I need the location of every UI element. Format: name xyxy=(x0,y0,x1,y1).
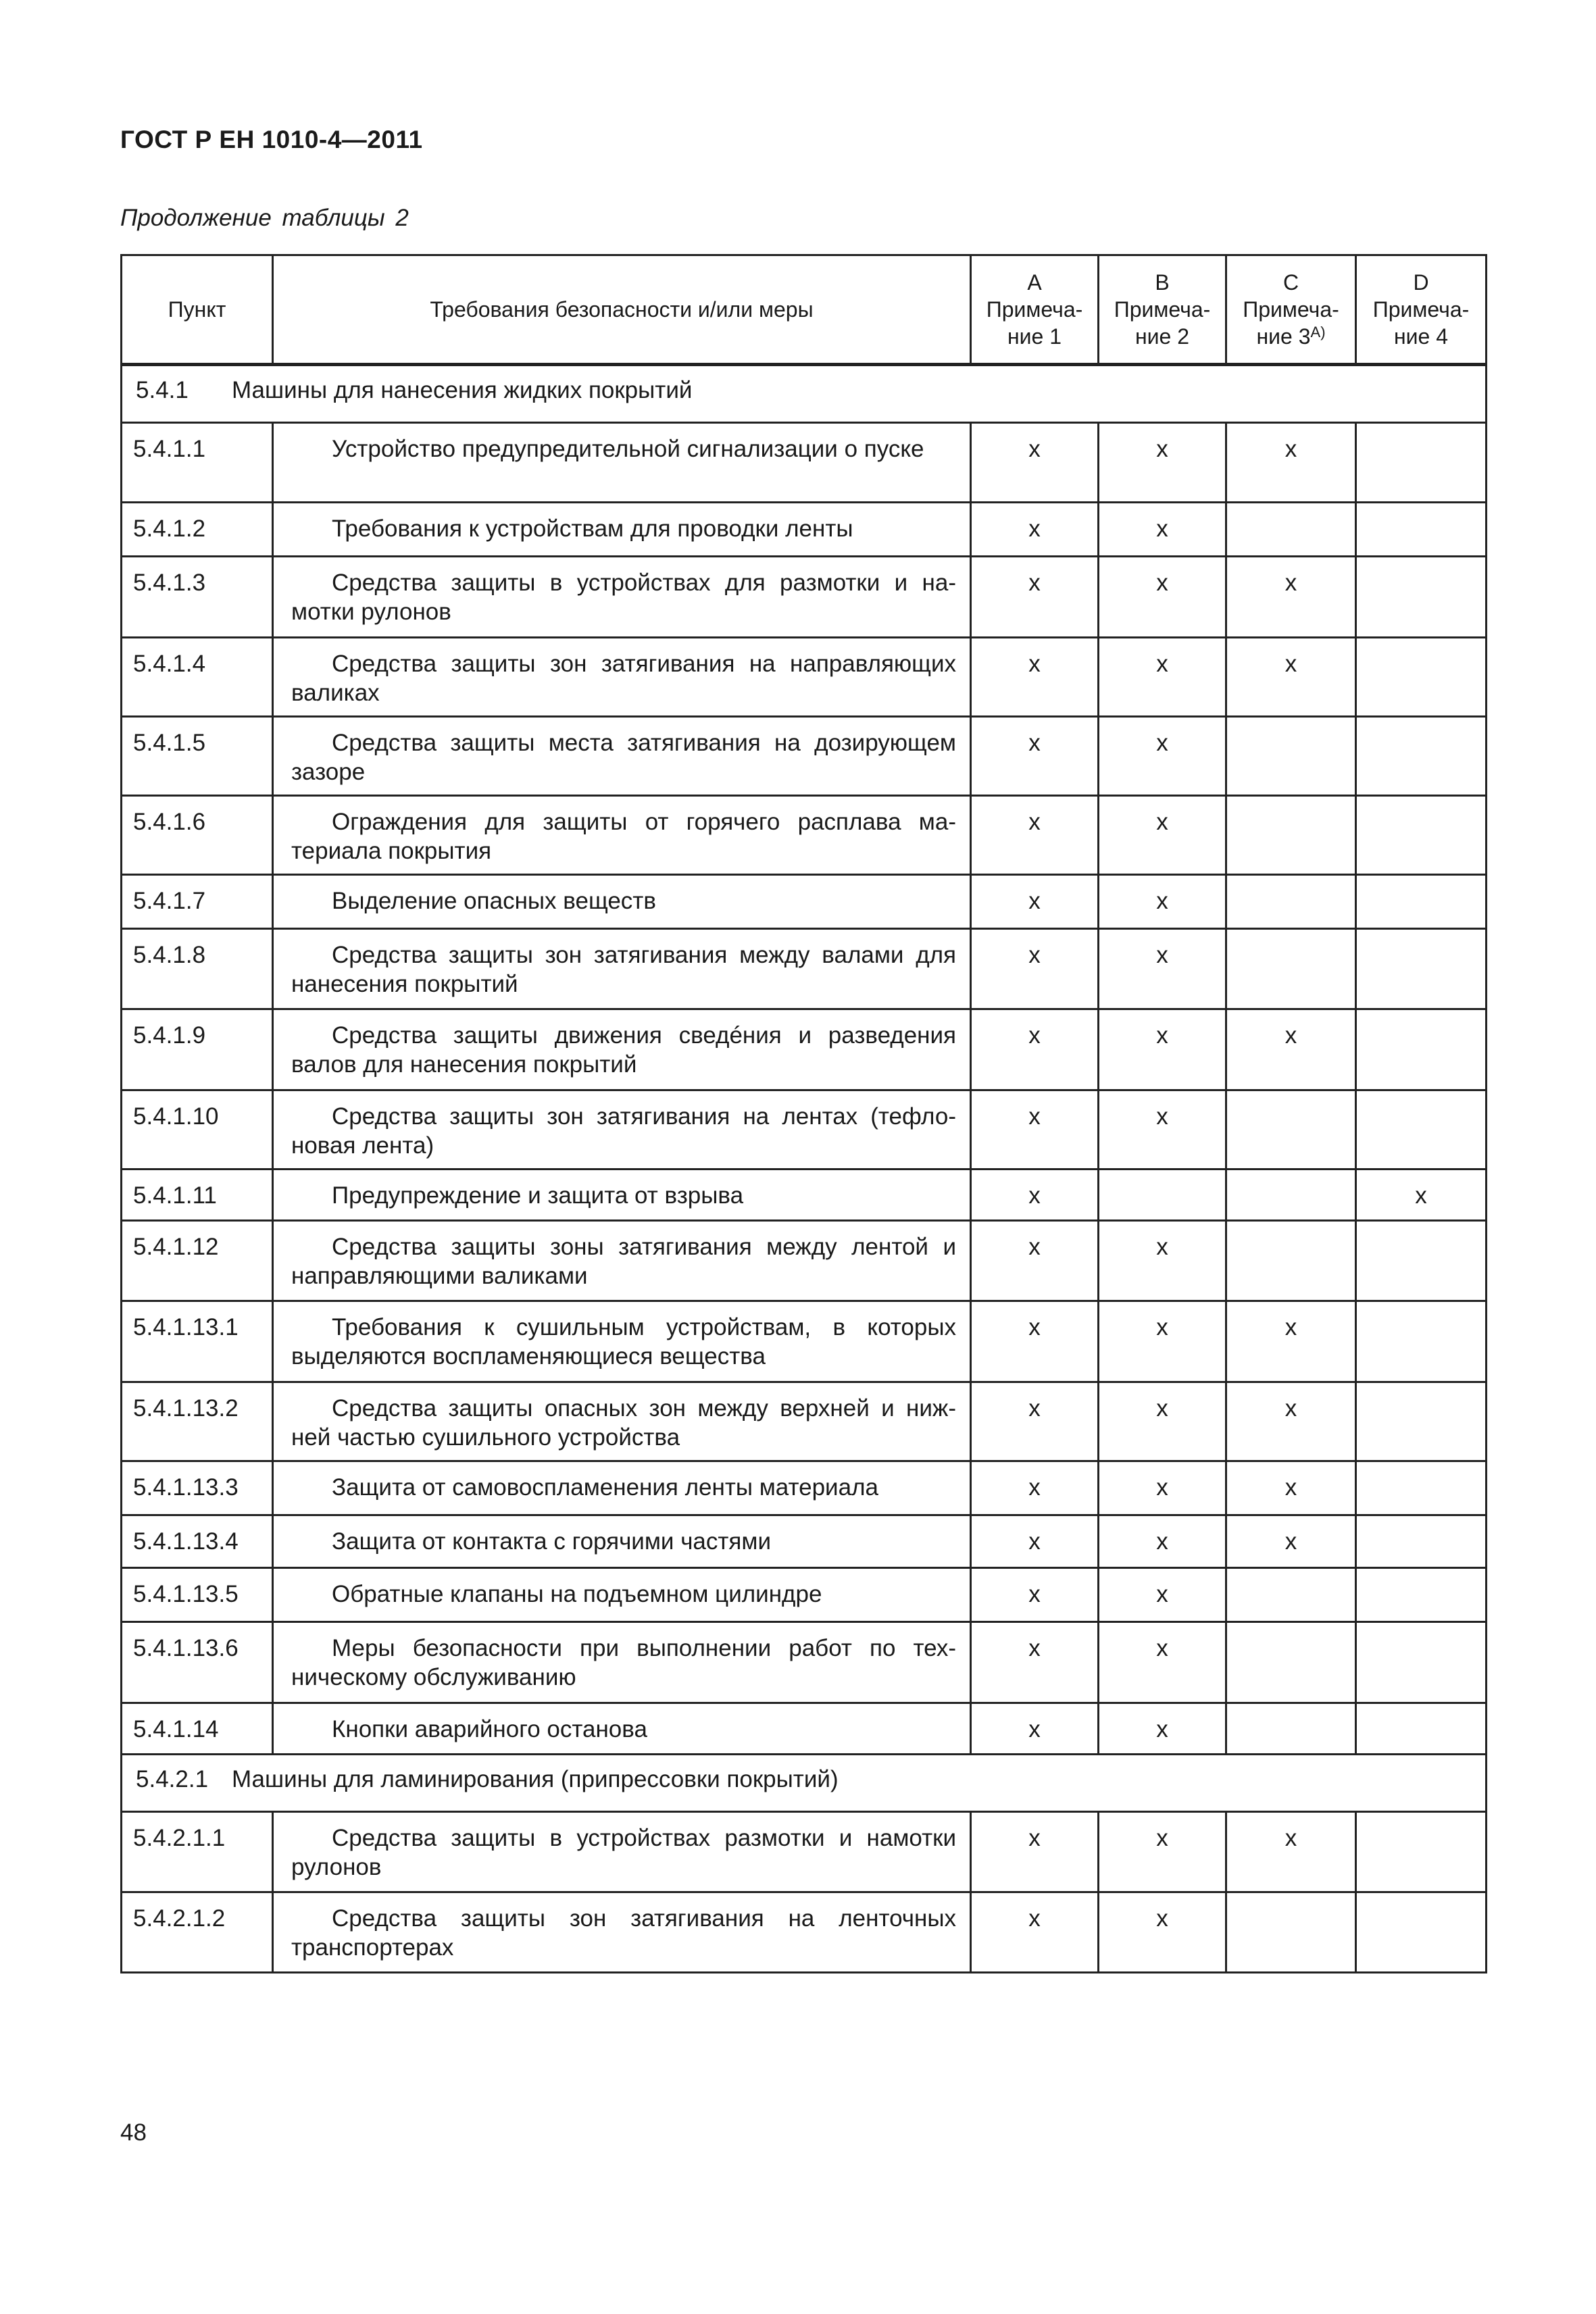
table-row xyxy=(122,929,1487,1009)
requirement-text: Требования к сушильным устройствам, в которых выделяются воспламеняющиеся вещества xyxy=(291,1314,956,1369)
column-d-letter: D xyxy=(1413,270,1429,295)
requirement-cell xyxy=(273,1090,971,1169)
requirement-cell xyxy=(273,503,971,557)
mark-cell-d xyxy=(1356,638,1487,717)
mark-cell-d xyxy=(1356,1009,1487,1090)
column-c-line2: ние 3 xyxy=(1256,324,1311,349)
column-a-line2: ние 1 xyxy=(1007,324,1062,349)
mark-cell-d xyxy=(1356,1568,1487,1622)
table-row xyxy=(122,1009,1487,1090)
mark-cell-b: x xyxy=(1099,875,1226,929)
table-row xyxy=(122,423,1487,503)
mark-cell-b: x xyxy=(1099,557,1226,638)
mark-cell-c: x xyxy=(1226,1301,1356,1382)
mark-cell-c xyxy=(1226,717,1356,796)
column-d-line1: Примеча- xyxy=(1372,297,1470,322)
mark-cell-b: x xyxy=(1099,1812,1226,1892)
requirement-text: Средства защиты зон затягивания между валами для нанесения покрытий xyxy=(291,942,956,997)
mark-cell-c xyxy=(1226,1622,1356,1703)
punkt-cell: 5.4.1.6 xyxy=(122,796,273,875)
column-b-line2: ние 2 xyxy=(1134,324,1190,349)
table-row xyxy=(122,717,1487,796)
mark-cell-d xyxy=(1356,423,1487,503)
punkt-cell: 5.4.1.13.2 xyxy=(122,1382,273,1461)
mark-cell-d xyxy=(1356,929,1487,1009)
requirement-cell xyxy=(273,1892,971,1973)
mark-cell-d xyxy=(1356,1703,1487,1755)
mark-cell-d xyxy=(1356,1090,1487,1169)
mark-cell-c: x xyxy=(1226,423,1356,503)
mark-cell-a: x xyxy=(971,1169,1099,1221)
mark-cell-b: x xyxy=(1099,1568,1226,1622)
mark-cell-a: x xyxy=(971,875,1099,929)
requirement-text: Защита от самовоспламенения ленты материала xyxy=(332,1474,878,1501)
punkt-cell: 5.4.1.12 xyxy=(122,1221,273,1301)
requirement-cell xyxy=(273,796,971,875)
punkt-cell: 5.4.1.4 xyxy=(122,638,273,717)
mark-cell-d xyxy=(1356,875,1487,929)
mark-cell-c: x xyxy=(1226,1812,1356,1892)
requirement-cell xyxy=(273,1382,971,1461)
punkt-cell: 5.4.1.9 xyxy=(122,1009,273,1090)
requirement-cell xyxy=(273,1515,971,1568)
punkt-cell: 5.4.1.7 xyxy=(122,875,273,929)
mark-cell-b: x xyxy=(1099,638,1226,717)
mark-cell-d xyxy=(1356,1622,1487,1703)
requirement-text: Устройство предупредительной сигнализации о пуске xyxy=(332,436,924,462)
mark-cell-c: x xyxy=(1226,638,1356,717)
table-caption: Продолжение таблицы 2 xyxy=(120,205,409,231)
requirement-text: Средства защиты в устройствах размотки и намотки рулонов xyxy=(291,1825,956,1880)
punkt-cell: 5.4.2.1.2 xyxy=(122,1892,273,1973)
requirement-text: Защита от контакта с горячими частями xyxy=(332,1528,771,1555)
column-c-line1: Примеча- xyxy=(1243,297,1339,322)
requirement-text: Средства защиты зон затягивания на ленточных транспортерах xyxy=(291,1905,956,1961)
requirement-cell xyxy=(273,1221,971,1301)
column-b-letter: B xyxy=(1155,270,1170,295)
mark-cell-c: x xyxy=(1226,1461,1356,1515)
table-row xyxy=(122,1515,1487,1568)
table-row xyxy=(122,1622,1487,1703)
section-number: 5.4.1 xyxy=(136,377,189,403)
column-header-punkt: Пункт xyxy=(122,255,273,365)
mark-cell-a: x xyxy=(971,1382,1099,1461)
mark-cell-b: x xyxy=(1099,1622,1226,1703)
mark-cell-c xyxy=(1226,1703,1356,1755)
table-row xyxy=(122,1461,1487,1515)
requirement-text: Средства защиты зон затягивания на направляющих валиках xyxy=(291,651,956,706)
requirement-text: Требования к устройствам для проводки ленты xyxy=(332,515,853,542)
table-row xyxy=(122,1892,1487,1973)
mark-cell-a: x xyxy=(971,423,1099,503)
mark-cell-a: x xyxy=(971,1221,1099,1301)
mark-cell-a: x xyxy=(971,1461,1099,1515)
mark-cell-a: x xyxy=(971,1892,1099,1973)
column-header-a xyxy=(971,255,1099,365)
requirement-text: Средства защиты зоны затягивания между лентой и направляющими валиками xyxy=(291,1234,956,1289)
mark-cell-c: x xyxy=(1226,557,1356,638)
requirement-cell xyxy=(273,423,971,503)
mark-cell-c xyxy=(1226,1221,1356,1301)
requirement-text: Обратные клапаны на подъемном цилиндре xyxy=(332,1581,822,1607)
table-row xyxy=(122,557,1487,638)
mark-cell-c xyxy=(1226,1892,1356,1973)
requirements-table xyxy=(120,254,1487,1973)
punkt-cell: 5.4.1.13.6 xyxy=(122,1622,273,1703)
mark-cell-b: x xyxy=(1099,717,1226,796)
table-row xyxy=(122,1221,1487,1301)
requirement-cell xyxy=(273,1568,971,1622)
column-d-line2: ние 4 xyxy=(1393,324,1449,349)
mark-cell-b: x xyxy=(1099,423,1226,503)
table-header xyxy=(122,255,1487,365)
mark-cell-b xyxy=(1099,1169,1226,1221)
column-b-line1: Примеча- xyxy=(1114,297,1211,322)
section-heading-cell xyxy=(122,365,1487,423)
mark-cell-b: x xyxy=(1099,1301,1226,1382)
header-row xyxy=(122,255,1487,365)
mark-cell-a: x xyxy=(971,1703,1099,1755)
requirement-cell xyxy=(273,875,971,929)
punkt-cell: 5.4.2.1.1 xyxy=(122,1812,273,1892)
column-header-c xyxy=(1226,255,1356,365)
mark-cell-b: x xyxy=(1099,929,1226,1009)
mark-cell-d xyxy=(1356,1382,1487,1461)
table-row xyxy=(122,796,1487,875)
mark-cell-b: x xyxy=(1099,1461,1226,1515)
mark-cell-d xyxy=(1356,1515,1487,1568)
table-row xyxy=(122,1812,1487,1892)
column-header-b xyxy=(1099,255,1226,365)
mark-cell-d xyxy=(1356,1301,1487,1382)
mark-cell-a: x xyxy=(971,717,1099,796)
punkt-cell: 5.4.1.2 xyxy=(122,503,273,557)
column-c-line2-wrap xyxy=(1227,323,1355,350)
table-row xyxy=(122,1169,1487,1221)
mark-cell-a: x xyxy=(971,1009,1099,1090)
mark-cell-a: x xyxy=(971,503,1099,557)
mark-cell-b: x xyxy=(1099,1515,1226,1568)
column-header-requirements: Требования безопасности и/или меры xyxy=(273,255,971,365)
mark-cell-c xyxy=(1226,929,1356,1009)
requirement-cell xyxy=(273,557,971,638)
requirement-text: Ограждения для защиты от горячего расплава ма-териала покрытия xyxy=(291,809,956,864)
mark-cell-d xyxy=(1356,1461,1487,1515)
mark-cell-c xyxy=(1226,1568,1356,1622)
mark-cell-a: x xyxy=(971,1568,1099,1622)
mark-cell-c: x xyxy=(1226,1515,1356,1568)
section-row xyxy=(122,365,1487,423)
mark-cell-d: x xyxy=(1356,1169,1487,1221)
column-header-d xyxy=(1356,255,1487,365)
punkt-cell: 5.4.1.13.3 xyxy=(122,1461,273,1515)
mark-cell-b: x xyxy=(1099,503,1226,557)
punkt-cell: 5.4.1.14 xyxy=(122,1703,273,1755)
table-row xyxy=(122,1090,1487,1169)
section-title: Машины для ламинирования (припрессовки покрытий) xyxy=(232,1766,839,1792)
table-row xyxy=(122,503,1487,557)
mark-cell-b: x xyxy=(1099,1382,1226,1461)
mark-cell-d xyxy=(1356,717,1487,796)
requirement-text: Предупреждение и защита от взрыва xyxy=(332,1182,744,1209)
mark-cell-d xyxy=(1356,1221,1487,1301)
table-row xyxy=(122,1382,1487,1461)
mark-cell-c xyxy=(1226,796,1356,875)
column-a-line1: Примеча- xyxy=(986,297,1083,322)
mark-cell-b: x xyxy=(1099,1703,1226,1755)
requirement-text: Меры безопасности при выполнении работ по тех-ническому обслуживанию xyxy=(291,1635,956,1690)
section-row xyxy=(122,1755,1487,1812)
mark-cell-b: x xyxy=(1099,1009,1226,1090)
mark-cell-b: x xyxy=(1099,1090,1226,1169)
requirement-cell xyxy=(273,1461,971,1515)
requirement-cell xyxy=(273,1301,971,1382)
requirement-text: Кнопки аварийного останова xyxy=(332,1716,647,1742)
section-heading-cell xyxy=(122,1755,1487,1812)
table-row xyxy=(122,1568,1487,1622)
mark-cell-a: x xyxy=(971,1622,1099,1703)
punkt-cell: 5.4.1.13.1 xyxy=(122,1301,273,1382)
mark-cell-a: x xyxy=(971,638,1099,717)
punkt-cell: 5.4.1.11 xyxy=(122,1169,273,1221)
requirement-cell xyxy=(273,1622,971,1703)
requirement-cell xyxy=(273,717,971,796)
mark-cell-d xyxy=(1356,1892,1487,1973)
mark-cell-c xyxy=(1226,1169,1356,1221)
section-number: 5.4.2.1 xyxy=(136,1766,209,1792)
column-c-footnote-mark: A) xyxy=(1310,324,1326,341)
punkt-cell: 5.4.1.5 xyxy=(122,717,273,796)
punkt-cell: 5.4.1.10 xyxy=(122,1090,273,1169)
requirement-text: Средства защиты движения сведéния и разведения валов для нанесения покрытий xyxy=(291,1022,956,1078)
mark-cell-b: x xyxy=(1099,1221,1226,1301)
mark-cell-a: x xyxy=(971,1812,1099,1892)
table-row xyxy=(122,1703,1487,1755)
requirement-text: Средства защиты места затягивания на дозирующем зазоре xyxy=(291,730,956,785)
punkt-cell: 5.4.1.8 xyxy=(122,929,273,1009)
requirement-cell xyxy=(273,1009,971,1090)
mark-cell-d xyxy=(1356,503,1487,557)
requirement-text: Средства защиты зон затягивания на лентах (тефло-новая лента) xyxy=(291,1103,956,1159)
punkt-cell: 5.4.1.13.5 xyxy=(122,1568,273,1622)
table-row xyxy=(122,875,1487,929)
column-a-letter: A xyxy=(1027,270,1042,295)
mark-cell-c xyxy=(1226,875,1356,929)
mark-cell-c: x xyxy=(1226,1382,1356,1461)
punkt-cell: 5.4.1.1 xyxy=(122,423,273,503)
mark-cell-c: x xyxy=(1226,1009,1356,1090)
mark-cell-d xyxy=(1356,1812,1487,1892)
mark-cell-c xyxy=(1226,1090,1356,1169)
punkt-cell: 5.4.1.3 xyxy=(122,557,273,638)
mark-cell-a: x xyxy=(971,557,1099,638)
mark-cell-d xyxy=(1356,557,1487,638)
table-row xyxy=(122,1301,1487,1382)
table-body xyxy=(122,365,1487,1973)
mark-cell-a: x xyxy=(971,1090,1099,1169)
document-standard-header: ГОСТ Р ЕН 1010-4—2011 xyxy=(120,126,423,153)
column-c-letter: C xyxy=(1282,270,1299,295)
table-row xyxy=(122,638,1487,717)
requirement-text: Средства защиты в устройствах для размотки и на-мотки рулонов xyxy=(291,570,956,625)
mark-cell-a: x xyxy=(971,1301,1099,1382)
section-title: Машины для нанесения жидких покрытий xyxy=(232,377,693,403)
mark-cell-b: x xyxy=(1099,1892,1226,1973)
requirement-text: Средства защиты опасных зон между верхней и ниж-ней частью сушильного устройства xyxy=(291,1395,956,1451)
mark-cell-a: x xyxy=(971,1515,1099,1568)
mark-cell-d xyxy=(1356,796,1487,875)
requirement-cell xyxy=(273,929,971,1009)
mark-cell-b: x xyxy=(1099,796,1226,875)
mark-cell-c xyxy=(1226,503,1356,557)
punkt-cell: 5.4.1.13.4 xyxy=(122,1515,273,1568)
requirement-cell xyxy=(273,1169,971,1221)
requirement-cell xyxy=(273,638,971,717)
page-number: 48 xyxy=(120,2119,147,2146)
requirement-cell xyxy=(273,1812,971,1892)
requirement-cell xyxy=(273,1703,971,1755)
mark-cell-a: x xyxy=(971,929,1099,1009)
mark-cell-a: x xyxy=(971,796,1099,875)
requirement-text: Выделение опасных веществ xyxy=(332,888,656,914)
